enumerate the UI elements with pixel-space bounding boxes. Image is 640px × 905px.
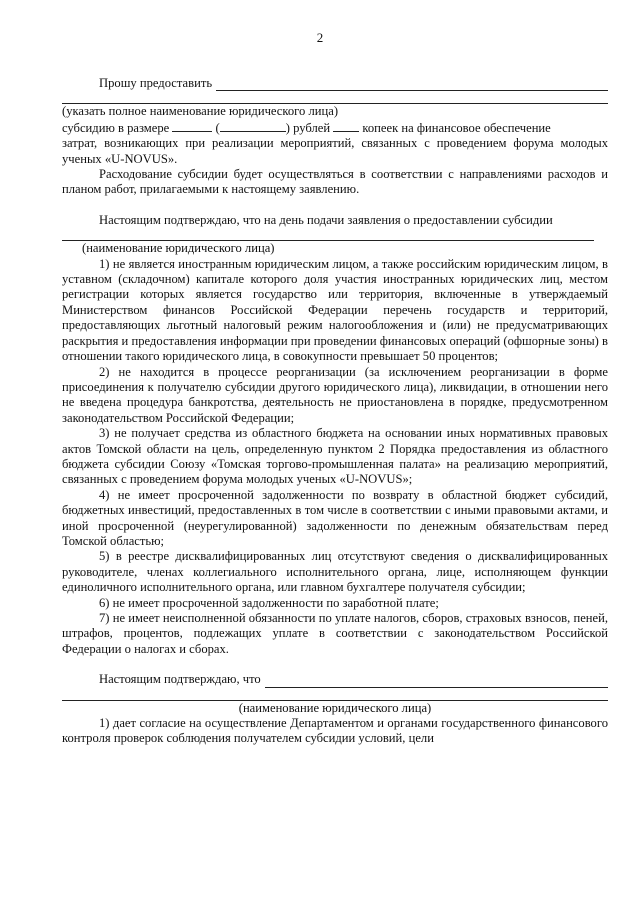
confirm1-item-6: 6) не имеет просроченной задолженности по заработной плате; [99,595,439,610]
org-name-blank-line [62,91,608,104]
amount-words-blank [220,120,286,132]
amount-text-1: субсидию в размере [62,120,170,135]
confirm1-item-2: 2) не находится в процессе реорганизации (за исключением реорганизации в форме присоединения к получателю субсидии другого юридического лица), ликвидации, в отношении него не введена процедура банкротства, деятельность не приостановлена в порядке, предусмотренном законодательством Российской Федерации; [62,364,608,425]
request-lead: Прошу предоставить [99,76,213,90]
document-body [62,76,608,747]
amount-line [62,120,608,136]
confirm1-item-7: 7) не имеет неисполненной обязанности по уплате налогов, сборов, страховых взносов, пеней, штрафов, процентов, подлежащих уплате в соответствии с законодательством Российской Федерации о налогах и сборах. [62,611,608,656]
confirm1-org-blank [62,228,594,241]
confirm2-org-blank-line [62,688,608,701]
confirm2-line [62,672,608,687]
confirm2-item-1: 1) дает согласие на осуществление Департаментом и органами государственного финансового контроля проверок соблюдения получателем субсидии условий, цели [62,716,608,746]
amount-tail: затрат, возникающих при реализации мероприятий, связанных с проведением форума молодых ученых «U-NOVUS». [62,136,608,166]
confirm1-item-5: 5) в реестре дисквалифицированных лиц отсутствуют сведения о дисквалифицированных руководителе, членах коллегиального исполнительного органа, лице, исполняющем функции единоличного исполнительного органа, или главном бухгалтере получателя субсидии; [62,549,608,595]
kopecks-blank [333,120,359,132]
amount-text-4: копеек на финансовое обеспечение [362,120,551,135]
confirm1-item-4: 4) не имеет просроченной задолженности по возврату в областной бюджет субсидий, бюджетных инвестиций, предоставленных в том числе в соответствии с иными правовыми актами, и иной просроченной (неурегулированной) задолженности по денежным обязательствам перед Томской областью; [62,487,608,548]
confirm1-item-3: 3) не получает средства из областного бюджета на основании иных нормативных правовых актов Томской области на цель, определенную пунктом 2 Порядка предоставления из областного бюджета субсидии Союзу «Томская торгово-промышленная палата» на реализацию мероприятий, связанных с проведением форума молодых ученых «U-NOVUS»; [62,426,608,487]
confirm2-caption: (наименование юридического лица) [238,700,432,715]
amount-blank [172,120,212,132]
expenditure-paragraph: Расходование субсидии будет осуществляться в соответствии с направлениями расходов и планом работ, прилагаемыми к настоящему заявлению. [62,167,608,197]
org-name-blank [216,78,608,91]
confirm2-lead: Настоящим подтверждаю, что [99,672,261,687]
confirm1-caption: (наименование юридического лица) [82,241,275,256]
page-number: 2 [316,30,324,45]
confirm2-org-blank [265,675,608,688]
confirm1-item-1: 1) не является иностранным юридическим лицом, а также российским юридическим лицом, в уставном (складочном) капитале которого доля участия иностранных юридических лиц, местом регистрации которых является государство или территория, включенные в утверждаемый Министерством финансов Российской Федерации перечень государств и территорий, предоставляющих льготный налоговый режим налогообложения и (или) не предусматривающих раскрытия и предоставления информации при проведении финансовых операций (офшорные зоны) в отношении такого юридического лица, в совокупности превышает 50 процентов; [62,256,608,364]
request-line [62,76,608,91]
amount-text-2: ( [215,120,220,135]
request-caption: (указать полное наименование юридического лица) [62,104,339,119]
confirm1-lead: Настоящим подтверждаю, что на день подачи заявления о предоставлении субсидии [99,212,553,227]
amount-text-3: ) рублей [285,120,331,135]
